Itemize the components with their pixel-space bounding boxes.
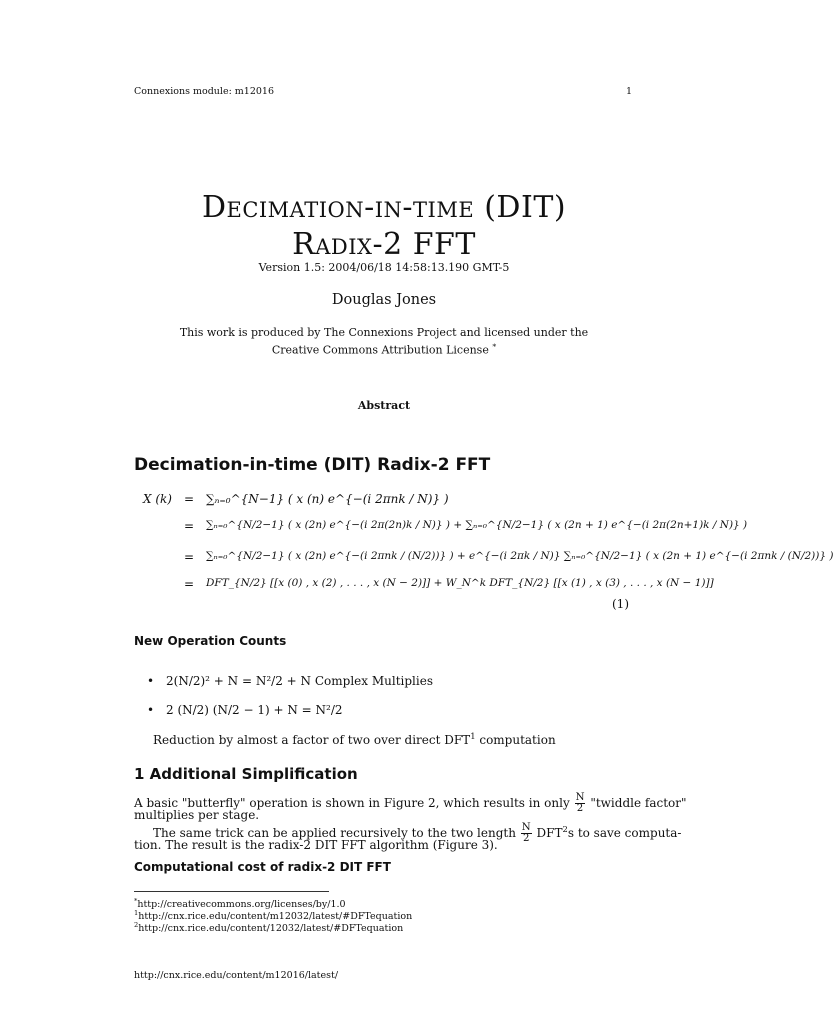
- equation-line-1: ∑ₙ₌₀^{N−1} ( x (n) e^{−(i 2πnk / N)} ): [206, 492, 449, 506]
- footnote-mark: *: [134, 897, 138, 905]
- equation-line-3: ∑ₙ₌₀^{N/2−1} ( x (2n) e^{−(i 2πnk / (N/2))} ) + e^{−(i 2πk / N)} ∑ₙ₌₀^{N/2−1} ( x (2n + 1) e^{−(i 2πnk / (N/2))} ): [206, 550, 834, 562]
- bullet-dot: •: [147, 674, 155, 688]
- section-heading: Decimation-in-time (DIT) Radix-2 FFT: [134, 455, 491, 475]
- equation-number: (1): [612, 597, 629, 611]
- bullet-item-2: [166, 703, 343, 717]
- reduction-text-after: computation: [475, 733, 556, 747]
- bullet-2-math: 2 (N/2) (N/2 − 1) + N = N²/2: [166, 703, 343, 717]
- bullet-dot: •: [147, 703, 155, 717]
- footnote-link[interactable]: http://creativecommons.org/licenses/by/1.0: [137, 899, 346, 911]
- paragraph-1-text-b: "twiddle factor": [590, 796, 687, 811]
- footnote-ref-1: 1: [470, 731, 476, 741]
- page-number: 1: [626, 86, 633, 97]
- footnote-mark: 2: [134, 921, 139, 929]
- paragraph-2-text-a: The same trick can be applied recursively to the two length: [153, 826, 516, 841]
- footnote-rule: [134, 891, 329, 892]
- equation-equals-4: =: [184, 577, 195, 591]
- reduction-text: [153, 731, 556, 747]
- paragraph-1-line-2: multiplies per stage.: [134, 808, 260, 822]
- license-text: Creative Commons Attribution License: [271, 343, 489, 357]
- paragraph-2-text-c: s to save computa-: [567, 826, 682, 841]
- abstract-label: Abstract: [357, 399, 411, 412]
- bullet-1-math: 2(N/2)² + N = N²/2 + N: [166, 674, 312, 688]
- footnote-mark: 1: [134, 909, 139, 917]
- fraction-n-over-2: $\frac{N}{2}$: [521, 822, 531, 845]
- page-title-line-2: Radix-2 FFT: [292, 227, 476, 262]
- computational-cost-heading: Computational cost of radix-2 DIT FFT: [134, 860, 391, 874]
- paragraph-2-line-2: tion. The result is the radix-2 DIT FFT algorithm (Figure 3).: [134, 838, 498, 852]
- bullet-1-text: Complex Multiplies: [314, 674, 433, 688]
- equation-line-2: ∑ₙ₌₀^{N/2−1} ( x (2n) e^{−(i 2π(2n)k / N)} ) + ∑ₙ₌₀^{N/2−1} ( x (2n + 1) e^{−(i 2π(2n+1)k / N)} ): [206, 519, 748, 531]
- section-1-heading: 1 Additional Simplification: [134, 765, 358, 783]
- footnote-link[interactable]: http://cnx.rice.edu/content/12032/latest/#DFTequation: [138, 923, 404, 935]
- license-line-2: [0, 342, 768, 357]
- page-title-line-1: Decimation-in-time (DIT): [201, 190, 567, 225]
- fraction-n-over-2: $\frac{N}{2}$: [575, 792, 585, 815]
- license-line-1: This work is produced by The Connexions Project and licensed under the: [179, 326, 589, 339]
- reduction-text-before: Reduction by almost a factor of two over direct DFT: [153, 733, 471, 747]
- paragraph-1-text-a: A basic "butterfly" operation is shown in Figure 2, which results in only: [134, 796, 570, 811]
- version-info: Version 1.5: 2004/06/18 14:58:13.190 GMT-5: [258, 261, 510, 274]
- equation-equals-2: =: [184, 519, 195, 533]
- footnote-link[interactable]: http://cnx.rice.edu/content/m12032/latest/#DFTequation: [138, 911, 413, 923]
- equation-equals-3: =: [184, 550, 195, 564]
- equation-equals-1: =: [184, 492, 195, 506]
- footer-url[interactable]: http://cnx.rice.edu/content/m12016/latest/: [134, 970, 339, 981]
- license-footnote-mark: *: [492, 342, 497, 351]
- bullet-item-1: [166, 674, 433, 688]
- new-operation-counts-heading: New Operation Counts: [134, 634, 287, 648]
- running-header: Connexions module: m12016: [134, 86, 275, 97]
- author-name: Douglas Jones: [331, 292, 437, 308]
- footnote-3: [134, 921, 403, 934]
- equation-line-4: DFT_{N/2} [[x (0) , x (2) , . . . , x (N − 2)]] + W_N^k DFT_{N/2} [[x (1) , x (3) , . . . , x (N − 1)]]: [206, 577, 714, 589]
- footnote-ref-2: 2: [562, 824, 568, 835]
- equation-lhs: X (k): [143, 492, 172, 506]
- paragraph-2-text-b: DFT: [536, 826, 563, 841]
